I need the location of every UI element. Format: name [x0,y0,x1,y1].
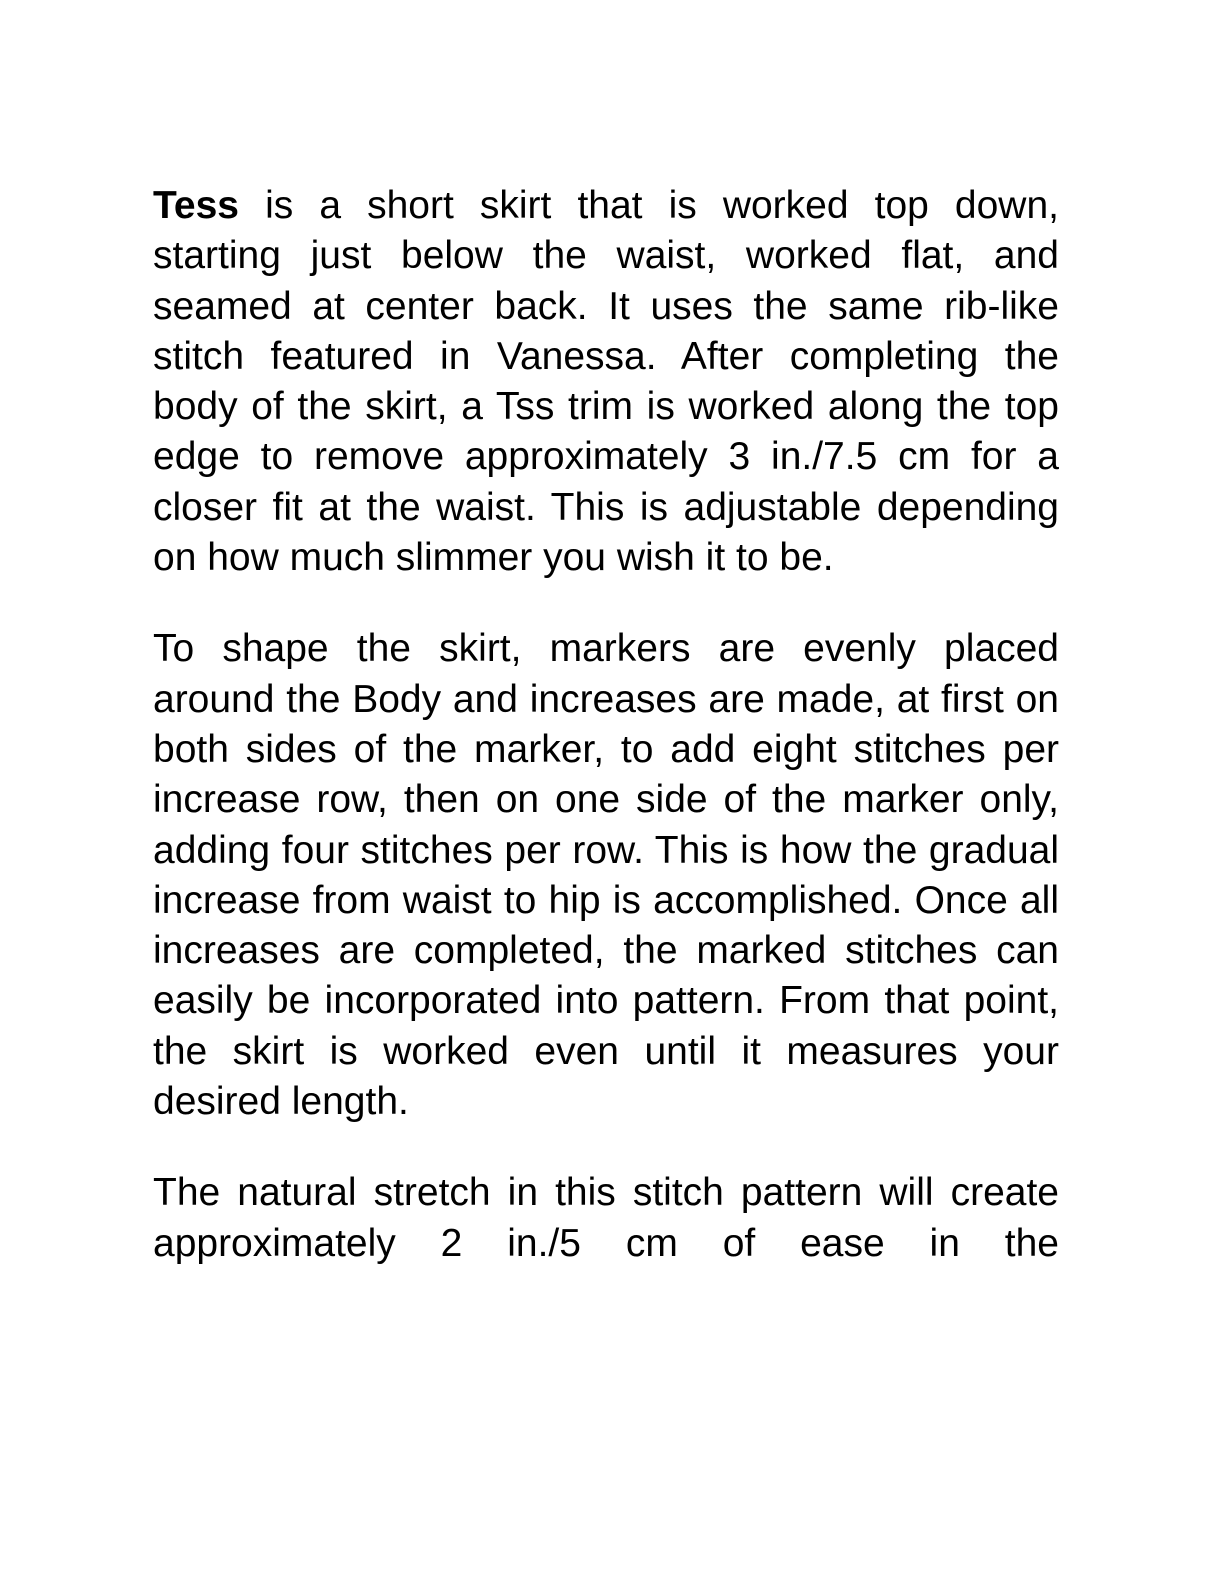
paragraph-stretch [153,1168,1059,1269]
paragraph-shaping [153,624,1059,1127]
paragraph-stretch-text: The natural stretch in this stitch pattern will create approximately 2 in./5 cm of ease in the [153,1171,1059,1265]
pattern-name: Tess [153,184,239,227]
paragraph-intro-text: is a short skirt that is worked top down, starting just below the waist, worked flat, and seamed at center back. It uses the same rib-like stitch featured in Vanessa. After completing the body of the skirt, a Tss trim is worked along the top edge to remove approximately 3 in./7.5 cm for a closer fit at the waist. This is adjustable depending on how much slimmer you wish it to be. [153,184,1059,580]
document-page [153,181,1059,1269]
paragraph-shaping-text: To shape the skirt, markers are evenly placed around the Body and increases are made, at first on both sides of the marker, to add eight stitches per increase row, then on one side of the marker only, adding four stitches per row. This is how the gradual increase from waist to hip is accomplished. Once all increases are completed, the marked stitches can easily be incorporated into pattern. From that point, the skirt is worked even until it measures your desired length. [153,627,1059,1124]
paragraph-intro [153,181,1059,583]
